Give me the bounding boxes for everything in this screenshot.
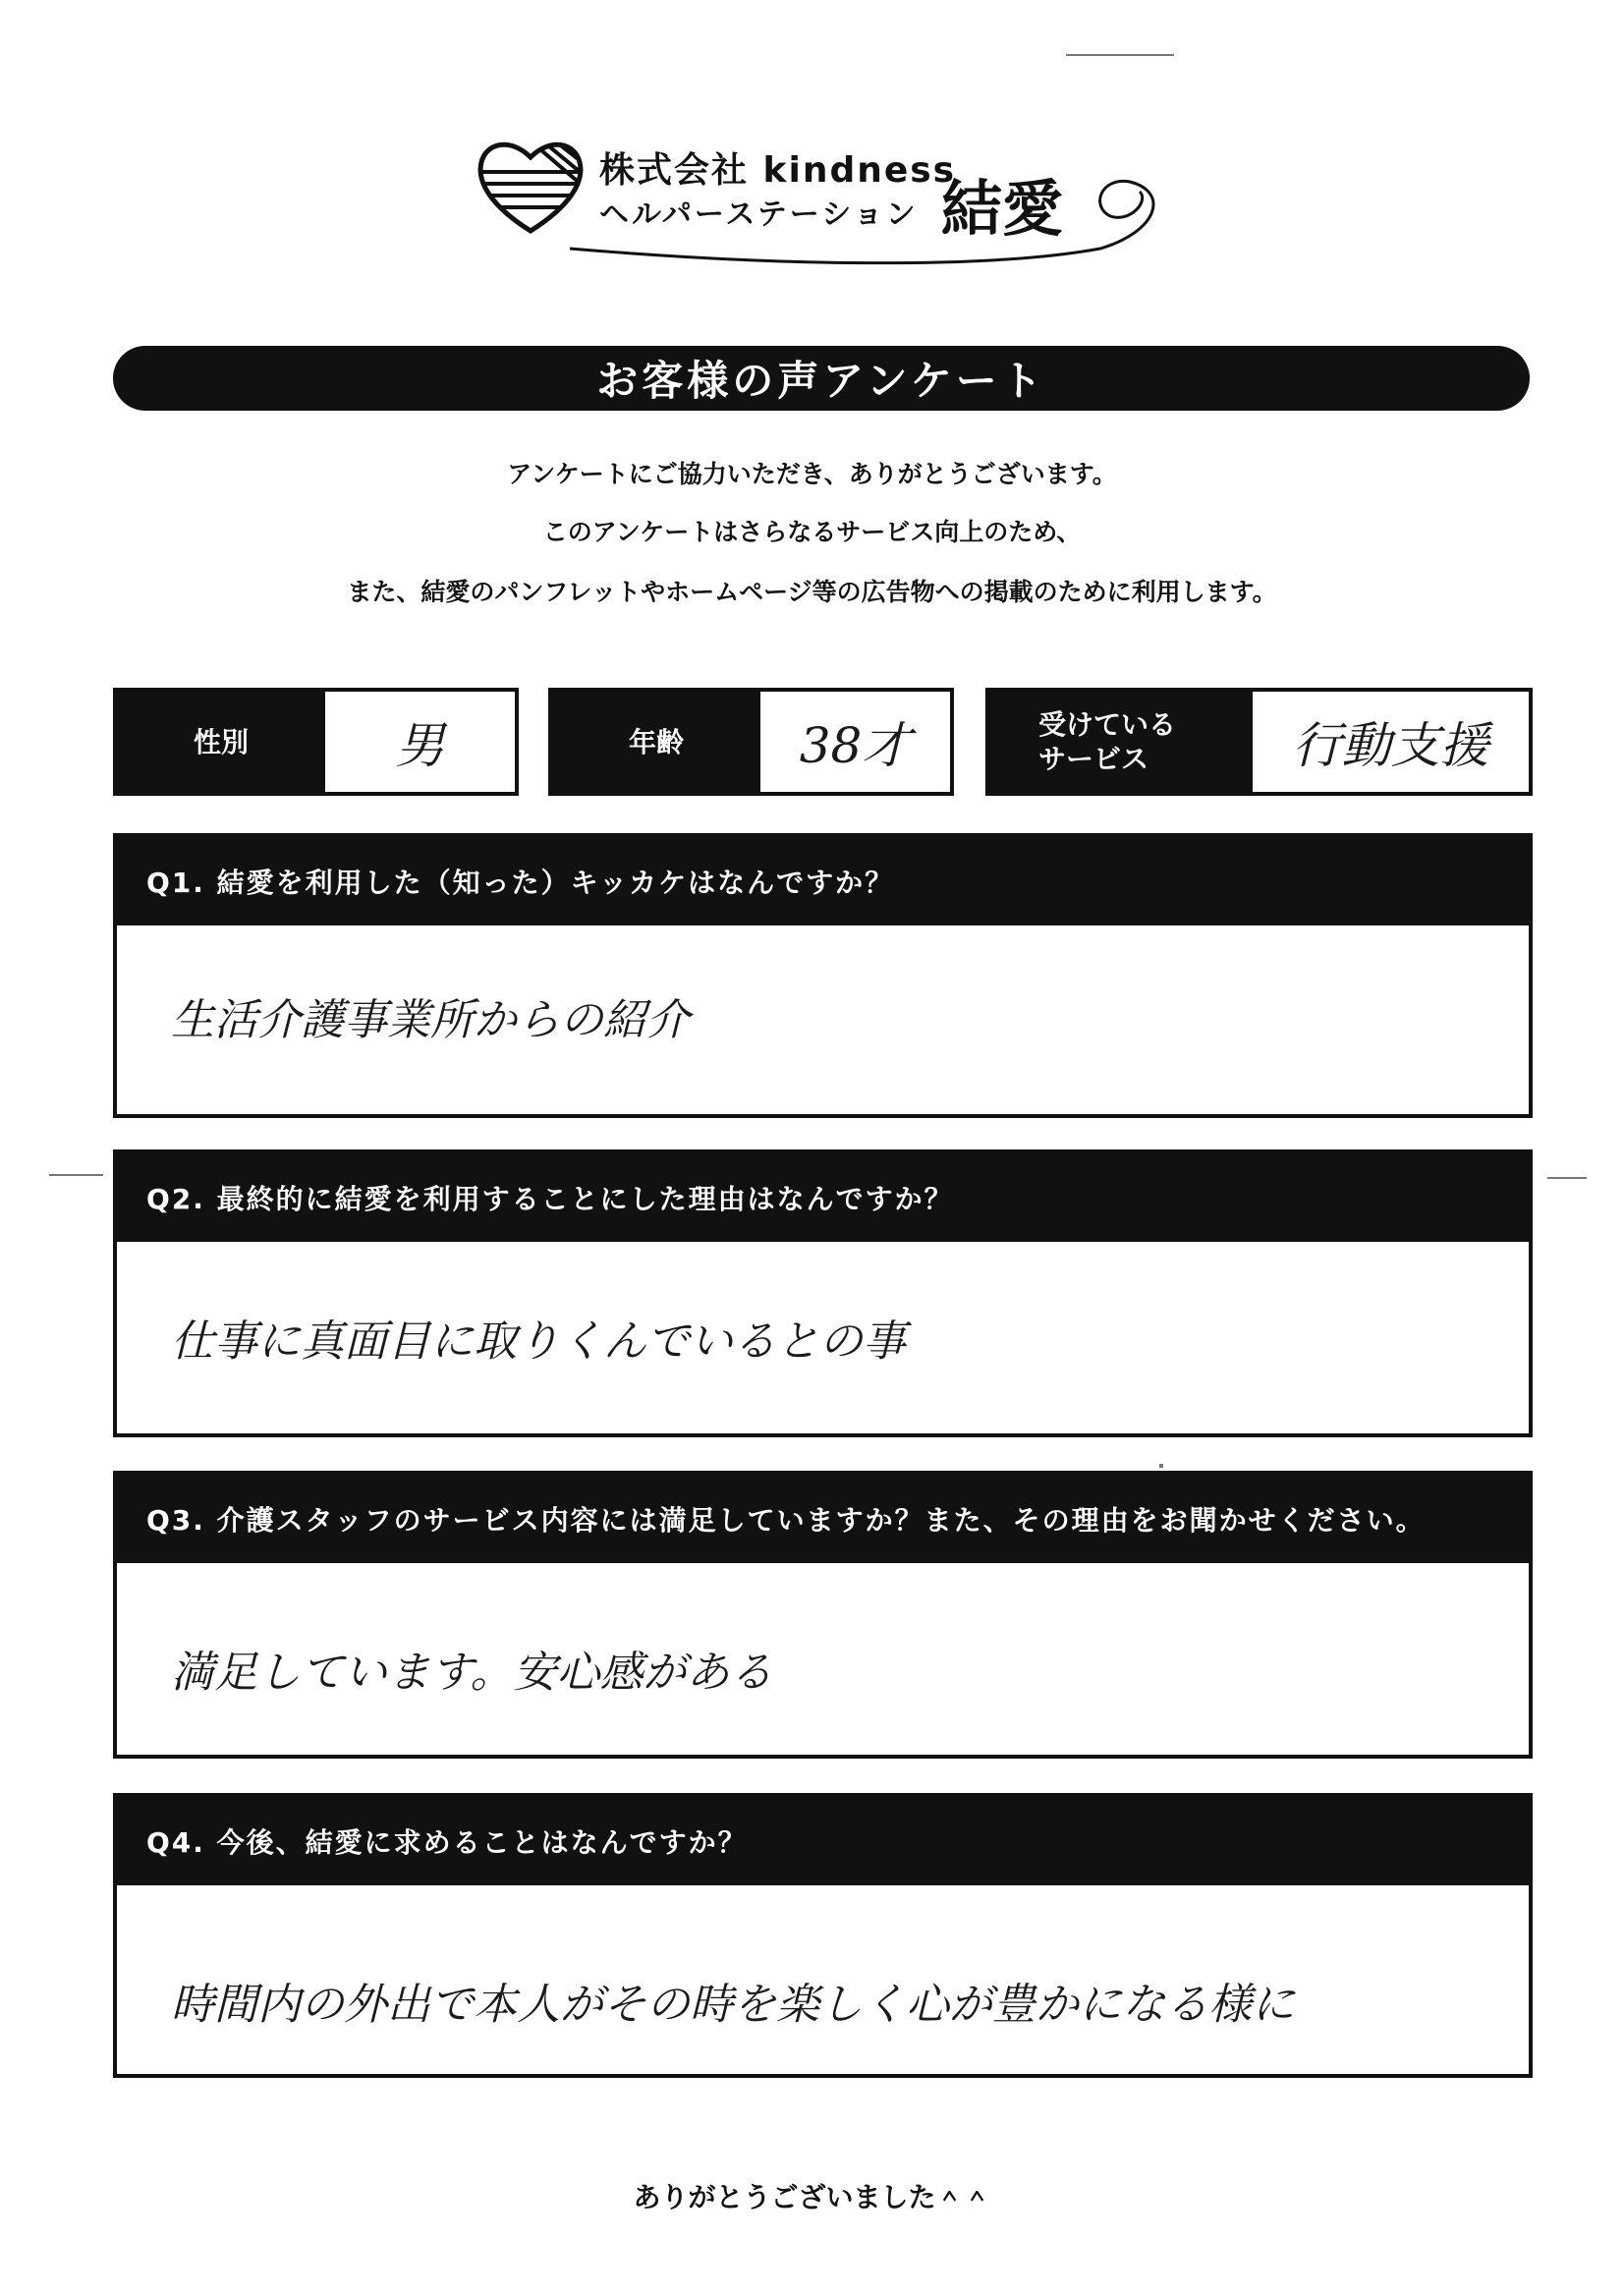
age-label: 年齢 (552, 692, 760, 792)
company-logo (472, 133, 1179, 280)
scan-mark (1547, 1177, 1587, 1179)
question-3 (113, 1471, 1533, 1759)
page-title: お客様の声アンケート (113, 346, 1530, 411)
service-label (989, 692, 1253, 792)
service-label-line-1: 受けている (1038, 708, 1177, 741)
intro-line-3: また、結愛のパンフレットやホームページ等の広告物への掲載のために利用します。 (347, 578, 1277, 606)
gender-label: 性別 (117, 692, 325, 792)
closing-message: ありがとうございました＾＾ (633, 2181, 991, 2213)
intro-line-2: このアンケートはさらなるサービス向上のため、 (542, 518, 1082, 546)
question-2 (113, 1149, 1533, 1437)
age-box (548, 688, 954, 796)
question-4 (113, 1793, 1533, 2078)
intro-line-1: アンケートにご協力いただき、ありがとうございます。 (507, 460, 1117, 488)
question-2-answer: 仕事に真面目に取りくんでいるとの事 (171, 1316, 906, 1367)
scan-mark (1159, 1464, 1163, 1468)
scan-mark (49, 1174, 103, 1176)
question-3-answer: 満足しています。安心感がある (171, 1648, 773, 1698)
service-label-line-2: サービス (1038, 743, 1149, 775)
question-4-answer: 時間内の外出で本人がその時を楽しく心が豊かになる様に (171, 1980, 1295, 2030)
service-value: 行動支援 (1292, 717, 1489, 774)
gender-value: 男 (395, 717, 445, 774)
logo-brand-name: 結愛 (941, 173, 1064, 245)
question-1-answer: 生活介護事業所からの紹介 (171, 995, 690, 1045)
logo-company-name: 株式会社 kindness (599, 150, 957, 191)
question-1-label: Q1. 結愛を利用した（知った）キッカケはなんですか？ (117, 837, 1529, 925)
service-box (985, 688, 1533, 796)
age-value: 38才 (799, 717, 912, 774)
question-3-label: Q3. 介護スタッフのサービス内容には満足していますか？また、その理由をお聞かせください。 (117, 1475, 1529, 1563)
logo-station-name: ヘルパーステーション (599, 197, 919, 232)
question-4-label: Q4. 今後、結愛に求めることはなんですか？ (117, 1797, 1529, 1885)
scan-mark (1066, 54, 1174, 56)
question-2-label: Q2. 最終的に結愛を利用することにした理由はなんですか？ (117, 1153, 1529, 1242)
gender-box (113, 688, 519, 796)
question-1 (113, 833, 1533, 1118)
